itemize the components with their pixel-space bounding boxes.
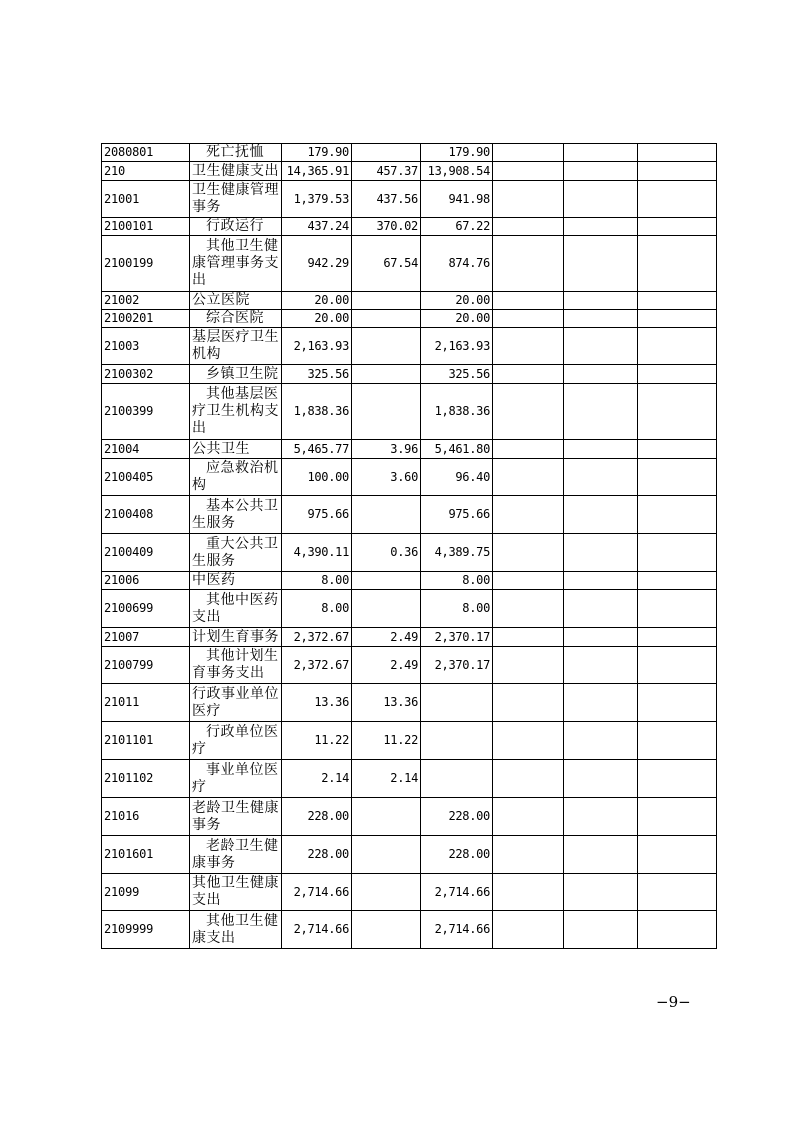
empty-cell: [564, 911, 638, 949]
empty-cell: [564, 874, 638, 911]
subject-name-cell: 行政运行: [190, 218, 282, 236]
subject-name-cell: 老龄卫生健康事务: [190, 798, 282, 836]
subject-code-cell: 2100201: [102, 310, 190, 328]
table-row: [102, 647, 717, 684]
table-row: [102, 760, 717, 798]
empty-cell: [638, 310, 717, 328]
project-expenditure-cell: 2,370.17: [421, 647, 493, 684]
subject-code-cell: 2109999: [102, 911, 190, 949]
subject-code-cell: 2101601: [102, 836, 190, 874]
total-amount-cell: 228.00: [282, 798, 352, 836]
subject-code-cell: 2100101: [102, 218, 190, 236]
total-amount-cell: 20.00: [282, 310, 352, 328]
basic-expenditure-cell: 437.56: [352, 181, 421, 218]
empty-cell: [493, 534, 564, 572]
table-row: [102, 162, 717, 181]
project-expenditure-cell: [421, 760, 493, 798]
empty-cell: [638, 459, 717, 496]
total-amount-cell: 179.90: [282, 144, 352, 162]
empty-cell: [564, 496, 638, 534]
table-row: [102, 798, 717, 836]
empty-cell: [638, 365, 717, 384]
subject-name-cell: 综合医院: [190, 310, 282, 328]
empty-cell: [493, 798, 564, 836]
project-expenditure-cell: 8.00: [421, 590, 493, 628]
table-row: [102, 310, 717, 328]
table-row: [102, 328, 717, 365]
total-amount-cell: 1,379.53: [282, 181, 352, 218]
total-amount-cell: 2,372.67: [282, 628, 352, 647]
subject-code-cell: 21099: [102, 874, 190, 911]
subject-name-cell: 其他计划生育事务支出: [190, 647, 282, 684]
subject-name-cell: 行政单位医疗: [190, 722, 282, 760]
subject-code-cell: 21001: [102, 181, 190, 218]
empty-cell: [564, 384, 638, 440]
project-expenditure-cell: [421, 684, 493, 722]
table-row: [102, 836, 717, 874]
basic-expenditure-cell: 370.02: [352, 218, 421, 236]
subject-name-cell: 基本公共卫生服务: [190, 496, 282, 534]
basic-expenditure-cell: [352, 310, 421, 328]
basic-expenditure-cell: 0.36: [352, 534, 421, 572]
subject-name-cell: 计划生育事务: [190, 628, 282, 647]
total-amount-cell: 5,465.77: [282, 440, 352, 459]
empty-cell: [564, 572, 638, 590]
subject-name-cell: 死亡抚恤: [190, 144, 282, 162]
empty-cell: [564, 836, 638, 874]
basic-expenditure-cell: [352, 496, 421, 534]
subject-name-cell: 应急救治机构: [190, 459, 282, 496]
table-row: [102, 722, 717, 760]
subject-name-cell: 老龄卫生健康事务: [190, 836, 282, 874]
total-amount-cell: 325.56: [282, 365, 352, 384]
table-row: [102, 218, 717, 236]
project-expenditure-cell: 20.00: [421, 292, 493, 310]
basic-expenditure-cell: [352, 292, 421, 310]
empty-cell: [493, 647, 564, 684]
subject-name-cell: 其他中医药支出: [190, 590, 282, 628]
empty-cell: [564, 628, 638, 647]
project-expenditure-cell: 228.00: [421, 798, 493, 836]
empty-cell: [638, 144, 717, 162]
table-row: [102, 590, 717, 628]
table-row: [102, 236, 717, 292]
empty-cell: [564, 760, 638, 798]
empty-cell: [493, 292, 564, 310]
total-amount-cell: 8.00: [282, 590, 352, 628]
empty-cell: [638, 760, 717, 798]
basic-expenditure-cell: [352, 144, 421, 162]
basic-expenditure-cell: [352, 874, 421, 911]
empty-cell: [638, 628, 717, 647]
basic-expenditure-cell: [352, 911, 421, 949]
project-expenditure-cell: 8.00: [421, 572, 493, 590]
empty-cell: [638, 181, 717, 218]
empty-cell: [564, 236, 638, 292]
subject-name-cell: 重大公共卫生服务: [190, 534, 282, 572]
empty-cell: [564, 684, 638, 722]
empty-cell: [493, 384, 564, 440]
total-amount-cell: 20.00: [282, 292, 352, 310]
empty-cell: [493, 722, 564, 760]
table-row: [102, 534, 717, 572]
basic-expenditure-cell: 457.37: [352, 162, 421, 181]
empty-cell: [564, 181, 638, 218]
table-row: [102, 628, 717, 647]
subject-code-cell: 2100302: [102, 365, 190, 384]
subject-code-cell: 2101102: [102, 760, 190, 798]
empty-cell: [564, 590, 638, 628]
empty-cell: [493, 911, 564, 949]
project-expenditure-cell: 1,838.36: [421, 384, 493, 440]
empty-cell: [638, 328, 717, 365]
subject-code-cell: 2100699: [102, 590, 190, 628]
subject-code-cell: 21016: [102, 798, 190, 836]
total-amount-cell: 1,838.36: [282, 384, 352, 440]
basic-expenditure-cell: [352, 572, 421, 590]
project-expenditure-cell: 20.00: [421, 310, 493, 328]
project-expenditure-cell: 4,389.75: [421, 534, 493, 572]
project-expenditure-cell: 975.66: [421, 496, 493, 534]
empty-cell: [493, 496, 564, 534]
empty-cell: [564, 292, 638, 310]
project-expenditure-cell: 67.22: [421, 218, 493, 236]
empty-cell: [493, 684, 564, 722]
total-amount-cell: 975.66: [282, 496, 352, 534]
total-amount-cell: 8.00: [282, 572, 352, 590]
subject-name-cell: 公立医院: [190, 292, 282, 310]
empty-cell: [638, 590, 717, 628]
empty-cell: [493, 310, 564, 328]
empty-cell: [638, 218, 717, 236]
total-amount-cell: 100.00: [282, 459, 352, 496]
total-amount-cell: 2,714.66: [282, 911, 352, 949]
empty-cell: [638, 572, 717, 590]
empty-cell: [493, 459, 564, 496]
basic-expenditure-cell: [352, 836, 421, 874]
subject-code-cell: 2100408: [102, 496, 190, 534]
empty-cell: [638, 722, 717, 760]
total-amount-cell: 4,390.11: [282, 534, 352, 572]
project-expenditure-cell: 228.00: [421, 836, 493, 874]
empty-cell: [493, 440, 564, 459]
empty-cell: [564, 798, 638, 836]
page-number: −9−: [656, 993, 691, 1011]
empty-cell: [638, 496, 717, 534]
table-row: [102, 365, 717, 384]
project-expenditure-cell: 179.90: [421, 144, 493, 162]
table-body: [102, 144, 717, 949]
total-amount-cell: 2,163.93: [282, 328, 352, 365]
subject-name-cell: 基层医疗卫生机构: [190, 328, 282, 365]
table-row: [102, 292, 717, 310]
empty-cell: [564, 534, 638, 572]
total-amount-cell: 942.29: [282, 236, 352, 292]
total-amount-cell: 14,365.91: [282, 162, 352, 181]
empty-cell: [564, 328, 638, 365]
total-amount-cell: 2.14: [282, 760, 352, 798]
total-amount-cell: 2,372.67: [282, 647, 352, 684]
subject-name-cell: 其他卫生健康支出: [190, 911, 282, 949]
project-expenditure-cell: 2,714.66: [421, 911, 493, 949]
subject-code-cell: 2100199: [102, 236, 190, 292]
table-row: [102, 459, 717, 496]
empty-cell: [493, 836, 564, 874]
empty-cell: [638, 836, 717, 874]
empty-cell: [638, 162, 717, 181]
basic-expenditure-cell: [352, 328, 421, 365]
table-row: [102, 496, 717, 534]
empty-cell: [638, 647, 717, 684]
basic-expenditure-cell: [352, 798, 421, 836]
empty-cell: [493, 365, 564, 384]
subject-code-cell: 21011: [102, 684, 190, 722]
subject-name-cell: 公共卫生: [190, 440, 282, 459]
empty-cell: [493, 328, 564, 365]
empty-cell: [564, 440, 638, 459]
table-row: [102, 144, 717, 162]
empty-cell: [564, 647, 638, 684]
project-expenditure-cell: 2,370.17: [421, 628, 493, 647]
empty-cell: [564, 218, 638, 236]
subject-code-cell: 210: [102, 162, 190, 181]
empty-cell: [493, 218, 564, 236]
subject-name-cell: 其他卫生健康支出: [190, 874, 282, 911]
subject-name-cell: 其他卫生健康管理事务支出: [190, 236, 282, 292]
table-row: [102, 440, 717, 459]
subject-code-cell: 2100399: [102, 384, 190, 440]
empty-cell: [638, 292, 717, 310]
empty-cell: [638, 911, 717, 949]
empty-cell: [638, 798, 717, 836]
subject-name-cell: 卫生健康管理事务: [190, 181, 282, 218]
basic-expenditure-cell: [352, 384, 421, 440]
basic-expenditure-cell: [352, 365, 421, 384]
empty-cell: [564, 162, 638, 181]
project-expenditure-cell: 874.76: [421, 236, 493, 292]
total-amount-cell: 2,714.66: [282, 874, 352, 911]
empty-cell: [638, 874, 717, 911]
project-expenditure-cell: [421, 722, 493, 760]
table-row: [102, 181, 717, 218]
total-amount-cell: 437.24: [282, 218, 352, 236]
empty-cell: [638, 440, 717, 459]
basic-expenditure-cell: 3.60: [352, 459, 421, 496]
empty-cell: [638, 236, 717, 292]
subject-code-cell: 2080801: [102, 144, 190, 162]
total-amount-cell: 228.00: [282, 836, 352, 874]
subject-name-cell: 行政事业单位医疗: [190, 684, 282, 722]
table-row: [102, 874, 717, 911]
empty-cell: [493, 590, 564, 628]
empty-cell: [564, 365, 638, 384]
empty-cell: [564, 144, 638, 162]
subject-code-cell: 2100409: [102, 534, 190, 572]
project-expenditure-cell: 941.98: [421, 181, 493, 218]
empty-cell: [493, 572, 564, 590]
subject-name-cell: 中医药: [190, 572, 282, 590]
subject-name-cell: 其他基层医疗卫生机构支出: [190, 384, 282, 440]
empty-cell: [493, 162, 564, 181]
basic-expenditure-cell: 11.22: [352, 722, 421, 760]
total-amount-cell: 11.22: [282, 722, 352, 760]
empty-cell: [493, 874, 564, 911]
empty-cell: [564, 459, 638, 496]
project-expenditure-cell: 2,163.93: [421, 328, 493, 365]
empty-cell: [493, 236, 564, 292]
subject-code-cell: 2100405: [102, 459, 190, 496]
table-row: [102, 572, 717, 590]
subject-code-cell: 2100799: [102, 647, 190, 684]
project-expenditure-cell: 5,461.80: [421, 440, 493, 459]
subject-code-cell: 21006: [102, 572, 190, 590]
empty-cell: [638, 534, 717, 572]
basic-expenditure-cell: 67.54: [352, 236, 421, 292]
subject-code-cell: 2101101: [102, 722, 190, 760]
table-row: [102, 684, 717, 722]
total-amount-cell: 13.36: [282, 684, 352, 722]
empty-cell: [493, 144, 564, 162]
empty-cell: [638, 384, 717, 440]
project-expenditure-cell: 96.40: [421, 459, 493, 496]
project-expenditure-cell: 13,908.54: [421, 162, 493, 181]
basic-expenditure-cell: [352, 590, 421, 628]
empty-cell: [493, 628, 564, 647]
subject-name-cell: 乡镇卫生院: [190, 365, 282, 384]
subject-name-cell: 事业单位医疗: [190, 760, 282, 798]
basic-expenditure-cell: 2.49: [352, 647, 421, 684]
subject-code-cell: 21007: [102, 628, 190, 647]
table-row: [102, 384, 717, 440]
project-expenditure-cell: 2,714.66: [421, 874, 493, 911]
empty-cell: [564, 722, 638, 760]
empty-cell: [493, 760, 564, 798]
basic-expenditure-cell: 2.14: [352, 760, 421, 798]
table-row: [102, 911, 717, 949]
empty-cell: [493, 181, 564, 218]
basic-expenditure-cell: 2.49: [352, 628, 421, 647]
subject-code-cell: 21004: [102, 440, 190, 459]
project-expenditure-cell: 325.56: [421, 365, 493, 384]
subject-name-cell: 卫生健康支出: [190, 162, 282, 181]
empty-cell: [638, 684, 717, 722]
basic-expenditure-cell: 13.36: [352, 684, 421, 722]
budget-table: [101, 143, 717, 949]
empty-cell: [564, 310, 638, 328]
subject-code-cell: 21002: [102, 292, 190, 310]
basic-expenditure-cell: 3.96: [352, 440, 421, 459]
subject-code-cell: 21003: [102, 328, 190, 365]
